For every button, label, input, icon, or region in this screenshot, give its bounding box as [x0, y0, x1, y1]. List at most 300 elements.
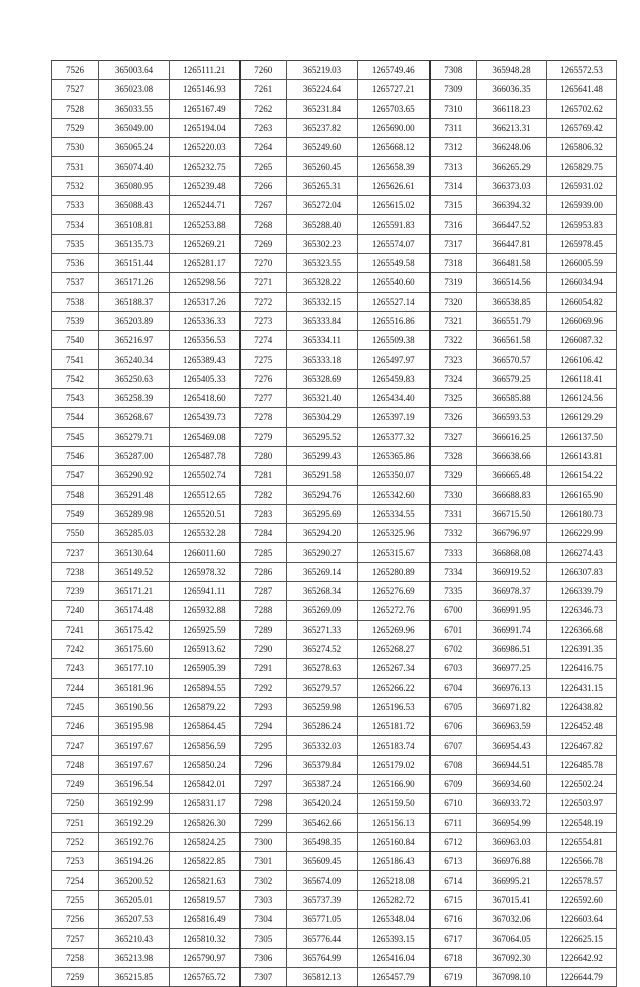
- point-id-cell: 6706: [430, 717, 477, 736]
- point-id-cell: 7306: [240, 948, 287, 967]
- point-id-cell: 7259: [52, 967, 99, 986]
- table-row: [52, 813, 617, 832]
- table-row: [52, 331, 617, 350]
- point-id-cell: 7305: [240, 929, 287, 948]
- point-id-cell: 7271: [240, 273, 287, 292]
- y-coordinate-cell: 1265894.55: [170, 678, 240, 697]
- y-coordinate-cell: 1265459.83: [358, 369, 430, 388]
- x-coordinate-cell: 365033.55: [99, 99, 170, 118]
- point-id-cell: 7529: [52, 118, 99, 137]
- x-coordinate-cell: 365609.45: [287, 852, 358, 871]
- x-coordinate-cell: 365194.26: [99, 852, 170, 871]
- x-coordinate-cell: 366579.25: [477, 369, 547, 388]
- x-coordinate-cell: 365328.69: [287, 369, 358, 388]
- x-coordinate-cell: 365302.23: [287, 234, 358, 253]
- y-coordinate-cell: 1266165.90: [547, 485, 617, 504]
- table-row: [52, 485, 617, 504]
- x-coordinate-cell: 365224.64: [287, 80, 358, 99]
- table-row: [52, 389, 617, 408]
- y-coordinate-cell: 1265266.22: [358, 678, 430, 697]
- x-coordinate-cell: 365260.45: [287, 157, 358, 176]
- x-coordinate-cell: 365294.76: [287, 485, 358, 504]
- point-id-cell: 7311: [430, 118, 477, 137]
- x-coordinate-cell: 365181.96: [99, 678, 170, 697]
- x-coordinate-cell: 365088.43: [99, 196, 170, 215]
- y-coordinate-cell: 1266274.43: [547, 543, 617, 562]
- x-coordinate-cell: 365249.60: [287, 138, 358, 157]
- y-coordinate-cell: 1265572.53: [547, 61, 617, 80]
- table-row: [52, 717, 617, 736]
- point-id-cell: 7263: [240, 118, 287, 137]
- point-id-cell: 7277: [240, 389, 287, 408]
- x-coordinate-cell: 365192.76: [99, 832, 170, 851]
- x-coordinate-cell: 365387.24: [287, 774, 358, 793]
- point-id-cell: 7241: [52, 620, 99, 639]
- y-coordinate-cell: 1265826.30: [170, 813, 240, 832]
- table-row: [52, 427, 617, 446]
- x-coordinate-cell: 366036.35: [477, 80, 547, 99]
- y-coordinate-cell: 1266229.99: [547, 524, 617, 543]
- table-row: [52, 369, 617, 388]
- x-coordinate-cell: 365948.28: [477, 61, 547, 80]
- y-coordinate-cell: 1265365.86: [358, 446, 430, 465]
- y-coordinate-cell: 1265393.15: [358, 929, 430, 948]
- x-coordinate-cell: 365190.56: [99, 697, 170, 716]
- x-coordinate-cell: 365290.92: [99, 466, 170, 485]
- point-id-cell: 7276: [240, 369, 287, 388]
- table-row: [52, 80, 617, 99]
- point-id-cell: 7255: [52, 890, 99, 909]
- table-row: [52, 852, 617, 871]
- y-coordinate-cell: 1226502.24: [547, 774, 617, 793]
- y-coordinate-cell: 1265497.97: [358, 350, 430, 369]
- y-coordinate-cell: 1266143.81: [547, 446, 617, 465]
- point-id-cell: 7253: [52, 852, 99, 871]
- point-id-cell: 7258: [52, 948, 99, 967]
- point-id-cell: 7296: [240, 755, 287, 774]
- point-id-cell: 7535: [52, 234, 99, 253]
- table-row: [52, 504, 617, 523]
- x-coordinate-cell: 365286.24: [287, 717, 358, 736]
- x-coordinate-cell: 365291.58: [287, 466, 358, 485]
- x-coordinate-cell: 366977.25: [477, 659, 547, 678]
- point-id-cell: 7287: [240, 582, 287, 601]
- point-id-cell: 6707: [430, 736, 477, 755]
- point-id-cell: 7547: [52, 466, 99, 485]
- table-row: [52, 620, 617, 639]
- y-coordinate-cell: 1265282.72: [358, 890, 430, 909]
- y-coordinate-cell: 1266034.94: [547, 273, 617, 292]
- x-coordinate-cell: 365108.81: [99, 215, 170, 234]
- y-coordinate-cell: 1265269.21: [170, 234, 240, 253]
- y-coordinate-cell: 1265389.43: [170, 350, 240, 369]
- y-coordinate-cell: 1226625.15: [547, 929, 617, 948]
- x-coordinate-cell: 365271.33: [287, 620, 358, 639]
- point-id-cell: 7262: [240, 99, 287, 118]
- x-coordinate-cell: 365379.84: [287, 755, 358, 774]
- point-id-cell: 7544: [52, 408, 99, 427]
- y-coordinate-cell: 1226566.78: [547, 852, 617, 871]
- x-coordinate-cell: 365304.29: [287, 408, 358, 427]
- point-id-cell: 6718: [430, 948, 477, 967]
- y-coordinate-cell: 1265348.04: [358, 910, 430, 929]
- point-id-cell: 7534: [52, 215, 99, 234]
- y-coordinate-cell: 1265336.33: [170, 311, 240, 330]
- x-coordinate-cell: 365268.67: [99, 408, 170, 427]
- y-coordinate-cell: 1265405.33: [170, 369, 240, 388]
- y-coordinate-cell: 1265790.97: [170, 948, 240, 967]
- point-id-cell: 7316: [430, 215, 477, 234]
- x-coordinate-cell: 365259.98: [287, 697, 358, 716]
- y-coordinate-cell: 1265512.65: [170, 485, 240, 504]
- x-coordinate-cell: 365269.14: [287, 562, 358, 581]
- point-id-cell: 7245: [52, 697, 99, 716]
- point-id-cell: 7303: [240, 890, 287, 909]
- point-id-cell: 7272: [240, 292, 287, 311]
- table-row: [52, 929, 617, 948]
- x-coordinate-cell: 365764.99: [287, 948, 358, 967]
- x-coordinate-cell: 366665.48: [477, 466, 547, 485]
- y-coordinate-cell: 1226578.57: [547, 871, 617, 890]
- x-coordinate-cell: 365278.63: [287, 659, 358, 678]
- x-coordinate-cell: 365328.22: [287, 273, 358, 292]
- point-id-cell: 7320: [430, 292, 477, 311]
- x-coordinate-cell: 365737.39: [287, 890, 358, 909]
- y-coordinate-cell: 1266137.50: [547, 427, 617, 446]
- point-id-cell: 6714: [430, 871, 477, 890]
- point-id-cell: 7248: [52, 755, 99, 774]
- x-coordinate-cell: 366551.79: [477, 311, 547, 330]
- x-coordinate-cell: 365203.89: [99, 311, 170, 330]
- x-coordinate-cell: 366616.25: [477, 427, 547, 446]
- y-coordinate-cell: 1265806.32: [547, 138, 617, 157]
- point-id-cell: 7247: [52, 736, 99, 755]
- x-coordinate-cell: 365215.85: [99, 967, 170, 986]
- x-coordinate-cell: 365265.31: [287, 176, 358, 195]
- y-coordinate-cell: 1265325.96: [358, 524, 430, 543]
- point-id-cell: 7323: [430, 350, 477, 369]
- x-coordinate-cell: 366991.95: [477, 601, 547, 620]
- point-id-cell: 7278: [240, 408, 287, 427]
- x-coordinate-cell: 366963.59: [477, 717, 547, 736]
- y-coordinate-cell: 1265350.07: [358, 466, 430, 485]
- point-id-cell: 6703: [430, 659, 477, 678]
- y-coordinate-cell: 1266180.73: [547, 504, 617, 523]
- x-coordinate-cell: 365151.44: [99, 253, 170, 272]
- point-id-cell: 6713: [430, 852, 477, 871]
- point-id-cell: 7284: [240, 524, 287, 543]
- point-id-cell: 7537: [52, 273, 99, 292]
- x-coordinate-cell: 366447.81: [477, 234, 547, 253]
- y-coordinate-cell: 1265276.69: [358, 582, 430, 601]
- point-id-cell: 7268: [240, 215, 287, 234]
- table-row: [52, 543, 617, 562]
- x-coordinate-cell: 366991.74: [477, 620, 547, 639]
- table-row: [52, 890, 617, 909]
- point-id-cell: 7251: [52, 813, 99, 832]
- point-id-cell: 7254: [52, 871, 99, 890]
- x-coordinate-cell: 365288.40: [287, 215, 358, 234]
- y-coordinate-cell: 1265532.28: [170, 524, 240, 543]
- point-id-cell: 7328: [430, 446, 477, 465]
- table-row: [52, 466, 617, 485]
- point-id-cell: 7319: [430, 273, 477, 292]
- x-coordinate-cell: 365049.00: [99, 118, 170, 137]
- x-coordinate-cell: 367064.05: [477, 929, 547, 948]
- x-coordinate-cell: 365003.64: [99, 61, 170, 80]
- y-coordinate-cell: 1265167.49: [170, 99, 240, 118]
- point-id-cell: 6717: [430, 929, 477, 948]
- point-id-cell: 6710: [430, 794, 477, 813]
- table-row: [52, 138, 617, 157]
- point-id-cell: 7329: [430, 466, 477, 485]
- point-id-cell: 7274: [240, 331, 287, 350]
- y-coordinate-cell: 1265850.24: [170, 755, 240, 774]
- table-row: [52, 794, 617, 813]
- point-id-cell: 7313: [430, 157, 477, 176]
- y-coordinate-cell: 1265668.12: [358, 138, 430, 157]
- y-coordinate-cell: 1226642.92: [547, 948, 617, 967]
- x-coordinate-cell: 365258.39: [99, 389, 170, 408]
- y-coordinate-cell: 1265520.51: [170, 504, 240, 523]
- y-coordinate-cell: 1265769.42: [547, 118, 617, 137]
- point-id-cell: 7309: [430, 80, 477, 99]
- point-id-cell: 7249: [52, 774, 99, 793]
- y-coordinate-cell: 1265469.08: [170, 427, 240, 446]
- x-coordinate-cell: 366995.21: [477, 871, 547, 890]
- y-coordinate-cell: 1265487.78: [170, 446, 240, 465]
- y-coordinate-cell: 1265220.03: [170, 138, 240, 157]
- x-coordinate-cell: 365197.67: [99, 736, 170, 755]
- y-coordinate-cell: 1265932.88: [170, 601, 240, 620]
- point-id-cell: 7291: [240, 659, 287, 678]
- x-coordinate-cell: 365192.29: [99, 813, 170, 832]
- point-id-cell: 7293: [240, 697, 287, 716]
- point-id-cell: 6711: [430, 813, 477, 832]
- x-coordinate-cell: 365291.48: [99, 485, 170, 504]
- x-coordinate-cell: 367098.10: [477, 967, 547, 986]
- point-id-cell: 7273: [240, 311, 287, 330]
- x-coordinate-cell: 365674.09: [287, 871, 358, 890]
- point-id-cell: 7286: [240, 562, 287, 581]
- y-coordinate-cell: 1265626.61: [358, 176, 430, 195]
- y-coordinate-cell: 1266154.22: [547, 466, 617, 485]
- y-coordinate-cell: 1226452.48: [547, 717, 617, 736]
- point-id-cell: 7289: [240, 620, 287, 639]
- point-id-cell: 7536: [52, 253, 99, 272]
- point-id-cell: 7302: [240, 871, 287, 890]
- x-coordinate-cell: 366638.66: [477, 446, 547, 465]
- point-id-cell: 7533: [52, 196, 99, 215]
- point-id-cell: 7297: [240, 774, 287, 793]
- x-coordinate-cell: 365200.52: [99, 871, 170, 890]
- x-coordinate-cell: 365074.40: [99, 157, 170, 176]
- table-row: [52, 273, 617, 292]
- y-coordinate-cell: 1266011.60: [170, 543, 240, 562]
- y-coordinate-cell: 1265549.58: [358, 253, 430, 272]
- point-id-cell: 7334: [430, 562, 477, 581]
- y-coordinate-cell: 1265931.02: [547, 176, 617, 195]
- point-id-cell: 6716: [430, 910, 477, 929]
- point-id-cell: 7261: [240, 80, 287, 99]
- point-id-cell: 7333: [430, 543, 477, 562]
- table-row: [52, 524, 617, 543]
- y-coordinate-cell: 1226366.68: [547, 620, 617, 639]
- y-coordinate-cell: 1265819.57: [170, 890, 240, 909]
- x-coordinate-cell: 365135.73: [99, 234, 170, 253]
- y-coordinate-cell: 1265831.17: [170, 794, 240, 813]
- point-id-cell: 7317: [430, 234, 477, 253]
- point-id-cell: 7331: [430, 504, 477, 523]
- y-coordinate-cell: 1226503.97: [547, 794, 617, 813]
- point-id-cell: 6709: [430, 774, 477, 793]
- x-coordinate-cell: 365231.84: [287, 99, 358, 118]
- x-coordinate-cell: 365279.57: [287, 678, 358, 697]
- x-coordinate-cell: 365205.01: [99, 890, 170, 909]
- y-coordinate-cell: 1266005.59: [547, 253, 617, 272]
- point-id-cell: 7280: [240, 446, 287, 465]
- point-id-cell: 7264: [240, 138, 287, 157]
- table-row: [52, 755, 617, 774]
- point-id-cell: 7270: [240, 253, 287, 272]
- point-id-cell: 7527: [52, 80, 99, 99]
- point-id-cell: 7312: [430, 138, 477, 157]
- x-coordinate-cell: 366447.52: [477, 215, 547, 234]
- point-id-cell: 6715: [430, 890, 477, 909]
- x-coordinate-cell: 365174.48: [99, 601, 170, 620]
- table-row: [52, 253, 617, 272]
- y-coordinate-cell: 1265502.74: [170, 466, 240, 485]
- x-coordinate-cell: 365213.98: [99, 948, 170, 967]
- y-coordinate-cell: 1266118.41: [547, 369, 617, 388]
- x-coordinate-cell: 366944.51: [477, 755, 547, 774]
- y-coordinate-cell: 1265765.72: [170, 967, 240, 986]
- table-row: [52, 61, 617, 80]
- y-coordinate-cell: 1265816.49: [170, 910, 240, 929]
- point-id-cell: 7325: [430, 389, 477, 408]
- x-coordinate-cell: 365269.09: [287, 601, 358, 620]
- x-coordinate-cell: 365776.44: [287, 929, 358, 948]
- y-coordinate-cell: 1265925.59: [170, 620, 240, 639]
- y-coordinate-cell: 1266307.83: [547, 562, 617, 581]
- x-coordinate-cell: 366796.97: [477, 524, 547, 543]
- point-id-cell: 7252: [52, 832, 99, 851]
- x-coordinate-cell: 365272.04: [287, 196, 358, 215]
- point-id-cell: 7256: [52, 910, 99, 929]
- y-coordinate-cell: 1265727.21: [358, 80, 430, 99]
- point-id-cell: 7283: [240, 504, 287, 523]
- y-coordinate-cell: 1265810.32: [170, 929, 240, 948]
- coordinate-table: [51, 60, 617, 987]
- table-row: [52, 948, 617, 967]
- y-coordinate-cell: 1265457.79: [358, 967, 430, 986]
- x-coordinate-cell: 365498.35: [287, 832, 358, 851]
- x-coordinate-cell: 365287.00: [99, 446, 170, 465]
- y-coordinate-cell: 1226438.82: [547, 697, 617, 716]
- point-id-cell: 7257: [52, 929, 99, 948]
- x-coordinate-cell: 365295.52: [287, 427, 358, 446]
- point-id-cell: 7326: [430, 408, 477, 427]
- y-coordinate-cell: 1265160.84: [358, 832, 430, 851]
- point-id-cell: 7315: [430, 196, 477, 215]
- y-coordinate-cell: 1265111.21: [170, 61, 240, 80]
- point-id-cell: 7304: [240, 910, 287, 929]
- point-id-cell: 7298: [240, 794, 287, 813]
- x-coordinate-cell: 365197.67: [99, 755, 170, 774]
- y-coordinate-cell: 1265253.88: [170, 215, 240, 234]
- x-coordinate-cell: 365250.63: [99, 369, 170, 388]
- x-coordinate-cell: 366118.23: [477, 99, 547, 118]
- x-coordinate-cell: 366481.58: [477, 253, 547, 272]
- point-id-cell: 7301: [240, 852, 287, 871]
- x-coordinate-cell: 366978.37: [477, 582, 547, 601]
- table-row: [52, 350, 617, 369]
- y-coordinate-cell: 1265690.00: [358, 118, 430, 137]
- y-coordinate-cell: 1265280.89: [358, 562, 430, 581]
- x-coordinate-cell: 366688.83: [477, 485, 547, 504]
- y-coordinate-cell: 1226592.60: [547, 890, 617, 909]
- table-row: [52, 176, 617, 195]
- table-row: [52, 639, 617, 658]
- point-id-cell: 7279: [240, 427, 287, 446]
- point-id-cell: 6700: [430, 601, 477, 620]
- x-coordinate-cell: 365195.98: [99, 717, 170, 736]
- table-row: [52, 582, 617, 601]
- x-coordinate-cell: 366976.88: [477, 852, 547, 871]
- y-coordinate-cell: 1265939.00: [547, 196, 617, 215]
- table-row: [52, 562, 617, 581]
- y-coordinate-cell: 1265641.48: [547, 80, 617, 99]
- table-row: [52, 234, 617, 253]
- y-coordinate-cell: 1266106.42: [547, 350, 617, 369]
- y-coordinate-cell: 1226485.78: [547, 755, 617, 774]
- y-coordinate-cell: 1226603.64: [547, 910, 617, 929]
- y-coordinate-cell: 1265418.60: [170, 389, 240, 408]
- point-id-cell: 7300: [240, 832, 287, 851]
- y-coordinate-cell: 1265342.60: [358, 485, 430, 504]
- point-id-cell: 7250: [52, 794, 99, 813]
- point-id-cell: 6702: [430, 639, 477, 658]
- y-coordinate-cell: 1265281.17: [170, 253, 240, 272]
- point-id-cell: 7332: [430, 524, 477, 543]
- y-coordinate-cell: 1265527.14: [358, 292, 430, 311]
- y-coordinate-cell: 1265298.56: [170, 273, 240, 292]
- y-coordinate-cell: 1226548.19: [547, 813, 617, 832]
- point-id-cell: 7237: [52, 543, 99, 562]
- y-coordinate-cell: 1265509.38: [358, 331, 430, 350]
- table-row: [52, 118, 617, 137]
- table-row: [52, 215, 617, 234]
- x-coordinate-cell: 366963.03: [477, 832, 547, 851]
- y-coordinate-cell: 1265824.25: [170, 832, 240, 851]
- x-coordinate-cell: 366570.57: [477, 350, 547, 369]
- x-coordinate-cell: 366593.53: [477, 408, 547, 427]
- x-coordinate-cell: 365771.05: [287, 910, 358, 929]
- point-id-cell: 7308: [430, 61, 477, 80]
- y-coordinate-cell: 1265913.62: [170, 639, 240, 658]
- point-id-cell: 7246: [52, 717, 99, 736]
- y-coordinate-cell: 1265377.32: [358, 427, 430, 446]
- x-coordinate-cell: 365420.24: [287, 794, 358, 813]
- y-coordinate-cell: 1265269.96: [358, 620, 430, 639]
- point-id-cell: 7322: [430, 331, 477, 350]
- y-coordinate-cell: 1226431.15: [547, 678, 617, 697]
- point-id-cell: 7238: [52, 562, 99, 581]
- y-coordinate-cell: 1265941.11: [170, 582, 240, 601]
- y-coordinate-cell: 1265978.32: [170, 562, 240, 581]
- x-coordinate-cell: 366373.03: [477, 176, 547, 195]
- x-coordinate-cell: 366971.82: [477, 697, 547, 716]
